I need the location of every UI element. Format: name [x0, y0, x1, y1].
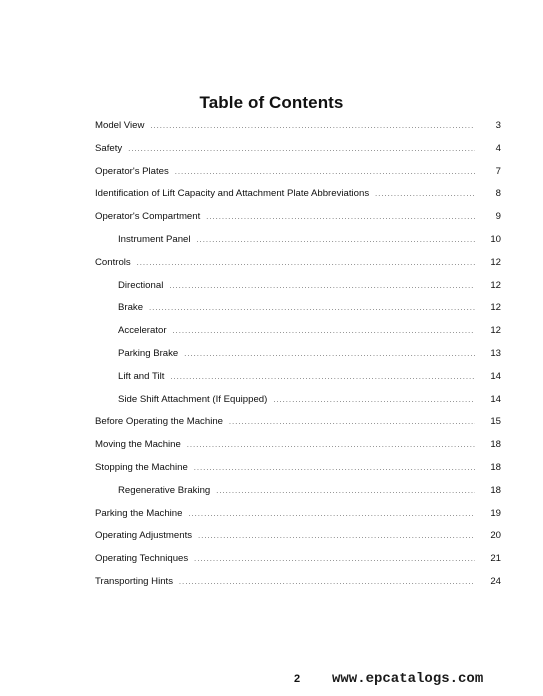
toc-entry-label: Model View [95, 120, 145, 131]
toc-subentry [95, 348, 501, 371]
toc-entry [95, 462, 501, 485]
toc-entry-label: Regenerative Braking [118, 484, 211, 496]
dot-leader [179, 579, 475, 586]
toc-entry [95, 416, 501, 439]
toc-subentry [95, 302, 501, 325]
dot-leader [197, 237, 475, 244]
toc-subentry [95, 371, 501, 394]
dot-leader [150, 123, 475, 130]
toc-entry-label: Accelerator [118, 325, 167, 337]
toc-entry-label: Operator's Compartment [95, 211, 201, 223]
table-of-contents [95, 120, 501, 599]
dot-leader [375, 191, 475, 198]
toc-entry-page: 18 [490, 461, 501, 473]
toc-entry-page: 13 [490, 347, 501, 359]
dot-leader [149, 305, 475, 312]
watermark: www.epcatalogs.com [332, 671, 484, 687]
dot-leader [216, 488, 475, 495]
toc-entry [95, 553, 501, 576]
toc-entry-page: 12 [490, 279, 501, 291]
toc-entry-page: 19 [490, 507, 501, 519]
dot-leader [169, 283, 475, 290]
dot-leader [170, 374, 475, 381]
dot-leader [128, 146, 475, 153]
toc-entry-page: 7 [495, 165, 501, 177]
toc-entry [95, 508, 501, 531]
toc-subentry [95, 485, 501, 508]
toc-entry-page: 21 [490, 553, 501, 565]
toc-entry-label: Stopping the Machine [95, 461, 188, 473]
toc-entry-label: Operator's Plates [95, 165, 169, 177]
toc-entry-label: Safety [95, 142, 123, 154]
dot-leader [188, 511, 475, 518]
toc-subentry [95, 234, 501, 257]
dot-leader [273, 397, 475, 404]
toc-entry-page: 18 [490, 439, 501, 451]
toc-subentry [95, 280, 501, 303]
toc-entry-label: Operating Adjustments [95, 530, 193, 542]
toc-entry [95, 530, 501, 553]
toc-entry-page: 12 [490, 325, 501, 337]
toc-entry-page: 14 [490, 393, 501, 405]
dot-leader [194, 556, 475, 563]
toc-entry-page: 24 [490, 575, 501, 587]
toc-entry-page: 10 [490, 233, 501, 245]
dot-leader [173, 328, 475, 335]
dot-leader [198, 533, 475, 540]
toc-entry-page: 15 [490, 416, 501, 428]
toc-entry [95, 143, 501, 166]
toc-entry-label: Controls [95, 256, 131, 268]
toc-entry-label: Transporting Hints [95, 575, 174, 587]
dot-leader [194, 465, 475, 472]
toc-entry-label: Identification of Lift Capacity and Attachment Plate Abbreviations [95, 188, 370, 200]
toc-entry [95, 439, 501, 462]
toc-entry-label: Moving the Machine [95, 439, 181, 451]
dot-leader [229, 419, 475, 426]
dot-leader [206, 214, 475, 221]
toc-subentry [95, 325, 501, 348]
toc-entry [95, 120, 501, 143]
toc-entry-label: Directional [118, 279, 164, 291]
toc-entry [95, 166, 501, 189]
toc-entry [95, 576, 501, 599]
page-title: Table of Contents [199, 93, 344, 112]
toc-entry [95, 257, 501, 280]
toc-entry-label: Parking Brake [118, 347, 179, 359]
toc-entry-page: 12 [490, 302, 501, 314]
toc-entry-label: Operating Techniques [95, 553, 189, 565]
toc-entry-label: Side Shift Attachment (If Equipped) [118, 393, 268, 405]
dot-leader [137, 260, 475, 267]
page-number: 2 [294, 673, 301, 685]
toc-entry [95, 188, 501, 211]
dot-leader [187, 442, 475, 449]
dot-leader [184, 351, 475, 358]
toc-entry-label: Parking the Machine [95, 507, 183, 519]
toc-subentry [95, 394, 501, 417]
toc-entry-label: Before Operating the Machine [95, 416, 223, 428]
toc-entry-page: 4 [495, 142, 501, 154]
toc-entry-page: 3 [495, 120, 501, 131]
dot-leader [175, 169, 475, 176]
toc-entry-page: 18 [490, 484, 501, 496]
toc-entry-page: 20 [490, 530, 501, 542]
toc-entry-page: 8 [495, 188, 501, 200]
toc-entry-label: Lift and Tilt [118, 370, 165, 382]
toc-entry [95, 211, 501, 234]
toc-entry-page: 9 [495, 211, 501, 223]
toc-entry-page: 12 [490, 256, 501, 268]
toc-entry-page: 14 [490, 370, 501, 382]
toc-entry-label: Brake [118, 302, 144, 314]
toc-entry-label: Instrument Panel [118, 233, 191, 245]
